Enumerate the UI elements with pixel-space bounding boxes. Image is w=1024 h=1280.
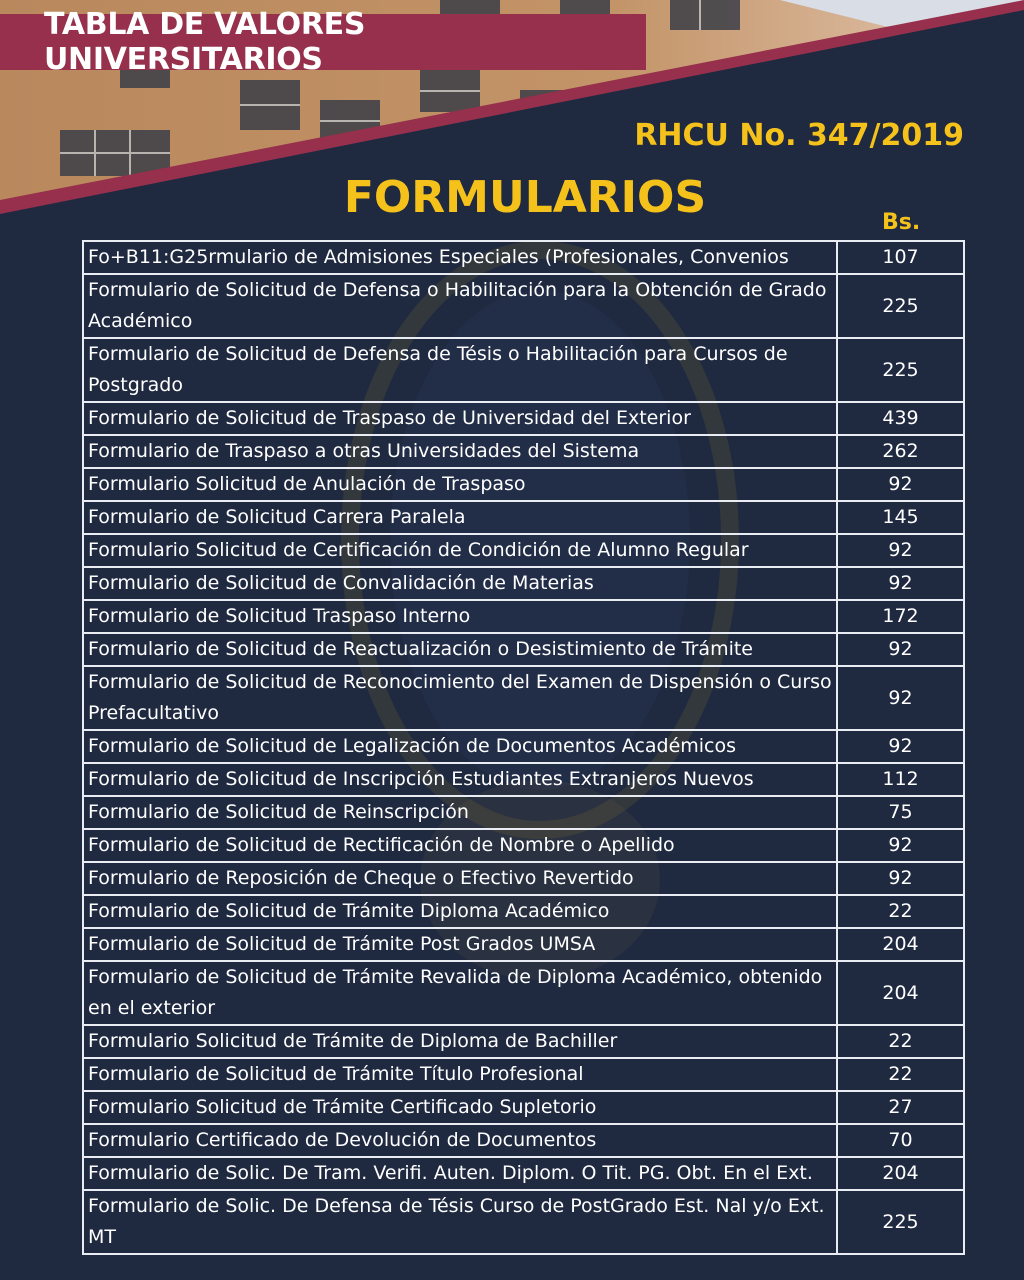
price-cell: 92 xyxy=(837,633,964,666)
table-row xyxy=(83,534,964,567)
form-name-cell: Formulario Solicitud de Certificación de Condición de Alumno Regular xyxy=(83,534,837,567)
form-name-cell: Formulario de Solicitud de Legalización de Documentos Académicos xyxy=(83,730,837,763)
table-row xyxy=(83,241,964,274)
title-banner xyxy=(0,7,646,77)
price-cell: 204 xyxy=(837,928,964,961)
price-cell: 92 xyxy=(837,862,964,895)
price-cell: 112 xyxy=(837,763,964,796)
price-cell: 92 xyxy=(837,829,964,862)
table-row xyxy=(83,633,964,666)
form-name-cell: Formulario de Solicitud de Rectificación de Nombre o Apellido xyxy=(83,829,837,862)
form-name-cell: Fo+B11:G25rmulario de Admisiones Especiales (Profesionales, Convenios xyxy=(83,241,837,274)
price-cell: 22 xyxy=(837,1058,964,1091)
form-name-cell: Formulario de Solicitud de Defensa o Habilitación para la Obtención de Grado Académico xyxy=(83,274,837,338)
form-name-cell: Formulario de Solicitud Traspaso Interno xyxy=(83,600,837,633)
price-cell: 75 xyxy=(837,796,964,829)
price-cell: 92 xyxy=(837,666,964,730)
table-row xyxy=(83,501,964,534)
price-cell: 225 xyxy=(837,1190,964,1254)
fees-table xyxy=(82,240,965,1255)
price-cell: 204 xyxy=(837,1157,964,1190)
table-row xyxy=(83,763,964,796)
table-row xyxy=(83,1124,964,1157)
price-cell: 204 xyxy=(837,961,964,1025)
table-row xyxy=(83,468,964,501)
form-name-cell: Formulario de Solicitud de Convalidación de Materias xyxy=(83,567,837,600)
price-cell: 262 xyxy=(837,435,964,468)
form-name-cell: Formulario Solicitud de Anulación de Traspaso xyxy=(83,468,837,501)
form-name-cell: Formulario de Solicitud Carrera Paralela xyxy=(83,501,837,534)
price-cell: 27 xyxy=(837,1091,964,1124)
price-cell: 22 xyxy=(837,895,964,928)
price-cell: 70 xyxy=(837,1124,964,1157)
form-name-cell: Formulario de Solic. De Defensa de Tésis Curso de PostGrado Est. Nal y/o Ext. MT xyxy=(83,1190,837,1254)
table-row xyxy=(83,567,964,600)
table-row xyxy=(83,961,964,1025)
form-name-cell: Formulario Solicitud de Trámite Certificado Supletorio xyxy=(83,1091,837,1124)
table-row xyxy=(83,895,964,928)
table-row xyxy=(83,730,964,763)
price-cell: 92 xyxy=(837,468,964,501)
price-cell: 107 xyxy=(837,241,964,274)
form-name-cell: Formulario de Solic. De Tram. Verifi. Auten. Diplom. O Tit. PG. Obt. En el Ext. xyxy=(83,1157,837,1190)
price-cell: 172 xyxy=(837,600,964,633)
price-cell: 92 xyxy=(837,730,964,763)
section-title: FORMULARIOS xyxy=(343,172,707,223)
table-row xyxy=(83,1025,964,1058)
banner-title: TABLA DE VALORES UNIVERSITARIOS xyxy=(44,7,366,77)
form-name-cell: Formulario de Solicitud de Traspaso de Universidad del Exterior xyxy=(83,402,837,435)
form-name-cell: Formulario de Solicitud de Defensa de Tésis o Habilitación para Cursos de Postgrado xyxy=(83,338,837,402)
table-row xyxy=(83,829,964,862)
table-row xyxy=(83,1157,964,1190)
table-row xyxy=(83,862,964,895)
price-cell: 439 xyxy=(837,402,964,435)
table-row xyxy=(83,1091,964,1124)
form-name-cell: Formulario de Solicitud de Reactualización o Desistimiento de Trámite xyxy=(83,633,837,666)
table-row xyxy=(83,666,964,730)
fees-table-body xyxy=(83,241,964,1254)
table-row xyxy=(83,796,964,829)
table-row xyxy=(83,1190,964,1254)
currency-header: Bs. xyxy=(882,210,921,235)
form-name-cell: Formulario Certificado de Devolución de Documentos xyxy=(83,1124,837,1157)
price-cell: 92 xyxy=(837,534,964,567)
price-cell: 145 xyxy=(837,501,964,534)
form-name-cell: Formulario de Solicitud de Trámite Post Grados UMSA xyxy=(83,928,837,961)
form-name-cell: Formulario de Reposición de Cheque o Efectivo Revertido xyxy=(83,862,837,895)
table-row xyxy=(83,402,964,435)
price-cell: 225 xyxy=(837,338,964,402)
price-cell: 92 xyxy=(837,567,964,600)
table-row xyxy=(83,600,964,633)
table-row xyxy=(83,274,964,338)
resolution-number: RHCU No. 347/2019 xyxy=(634,118,964,153)
table-row xyxy=(83,1058,964,1091)
form-name-cell: Formulario de Solicitud de Trámite Diploma Académico xyxy=(83,895,837,928)
form-name-cell: Formulario de Solicitud de Trámite Revalida de Diploma Académico, obtenido en el exterior xyxy=(83,961,837,1025)
form-name-cell: Formulario Solicitud de Trámite de Diploma de Bachiller xyxy=(83,1025,837,1058)
table-row xyxy=(83,435,964,468)
form-name-cell: Formulario de Solicitud de Reconocimiento del Examen de Dispensión o Curso Prefacultativo xyxy=(83,666,837,730)
price-cell: 22 xyxy=(837,1025,964,1058)
table-row xyxy=(83,928,964,961)
form-name-cell: Formulario de Solicitud de Inscripción Estudiantes Extranjeros Nuevos xyxy=(83,763,837,796)
form-name-cell: Formulario de Solicitud de Trámite Título Profesional xyxy=(83,1058,837,1091)
price-cell: 225 xyxy=(837,274,964,338)
table-row xyxy=(83,338,964,402)
form-name-cell: Formulario de Solicitud de Reinscripción xyxy=(83,796,837,829)
form-name-cell: Formulario de Traspaso a otras Universidades del Sistema xyxy=(83,435,837,468)
